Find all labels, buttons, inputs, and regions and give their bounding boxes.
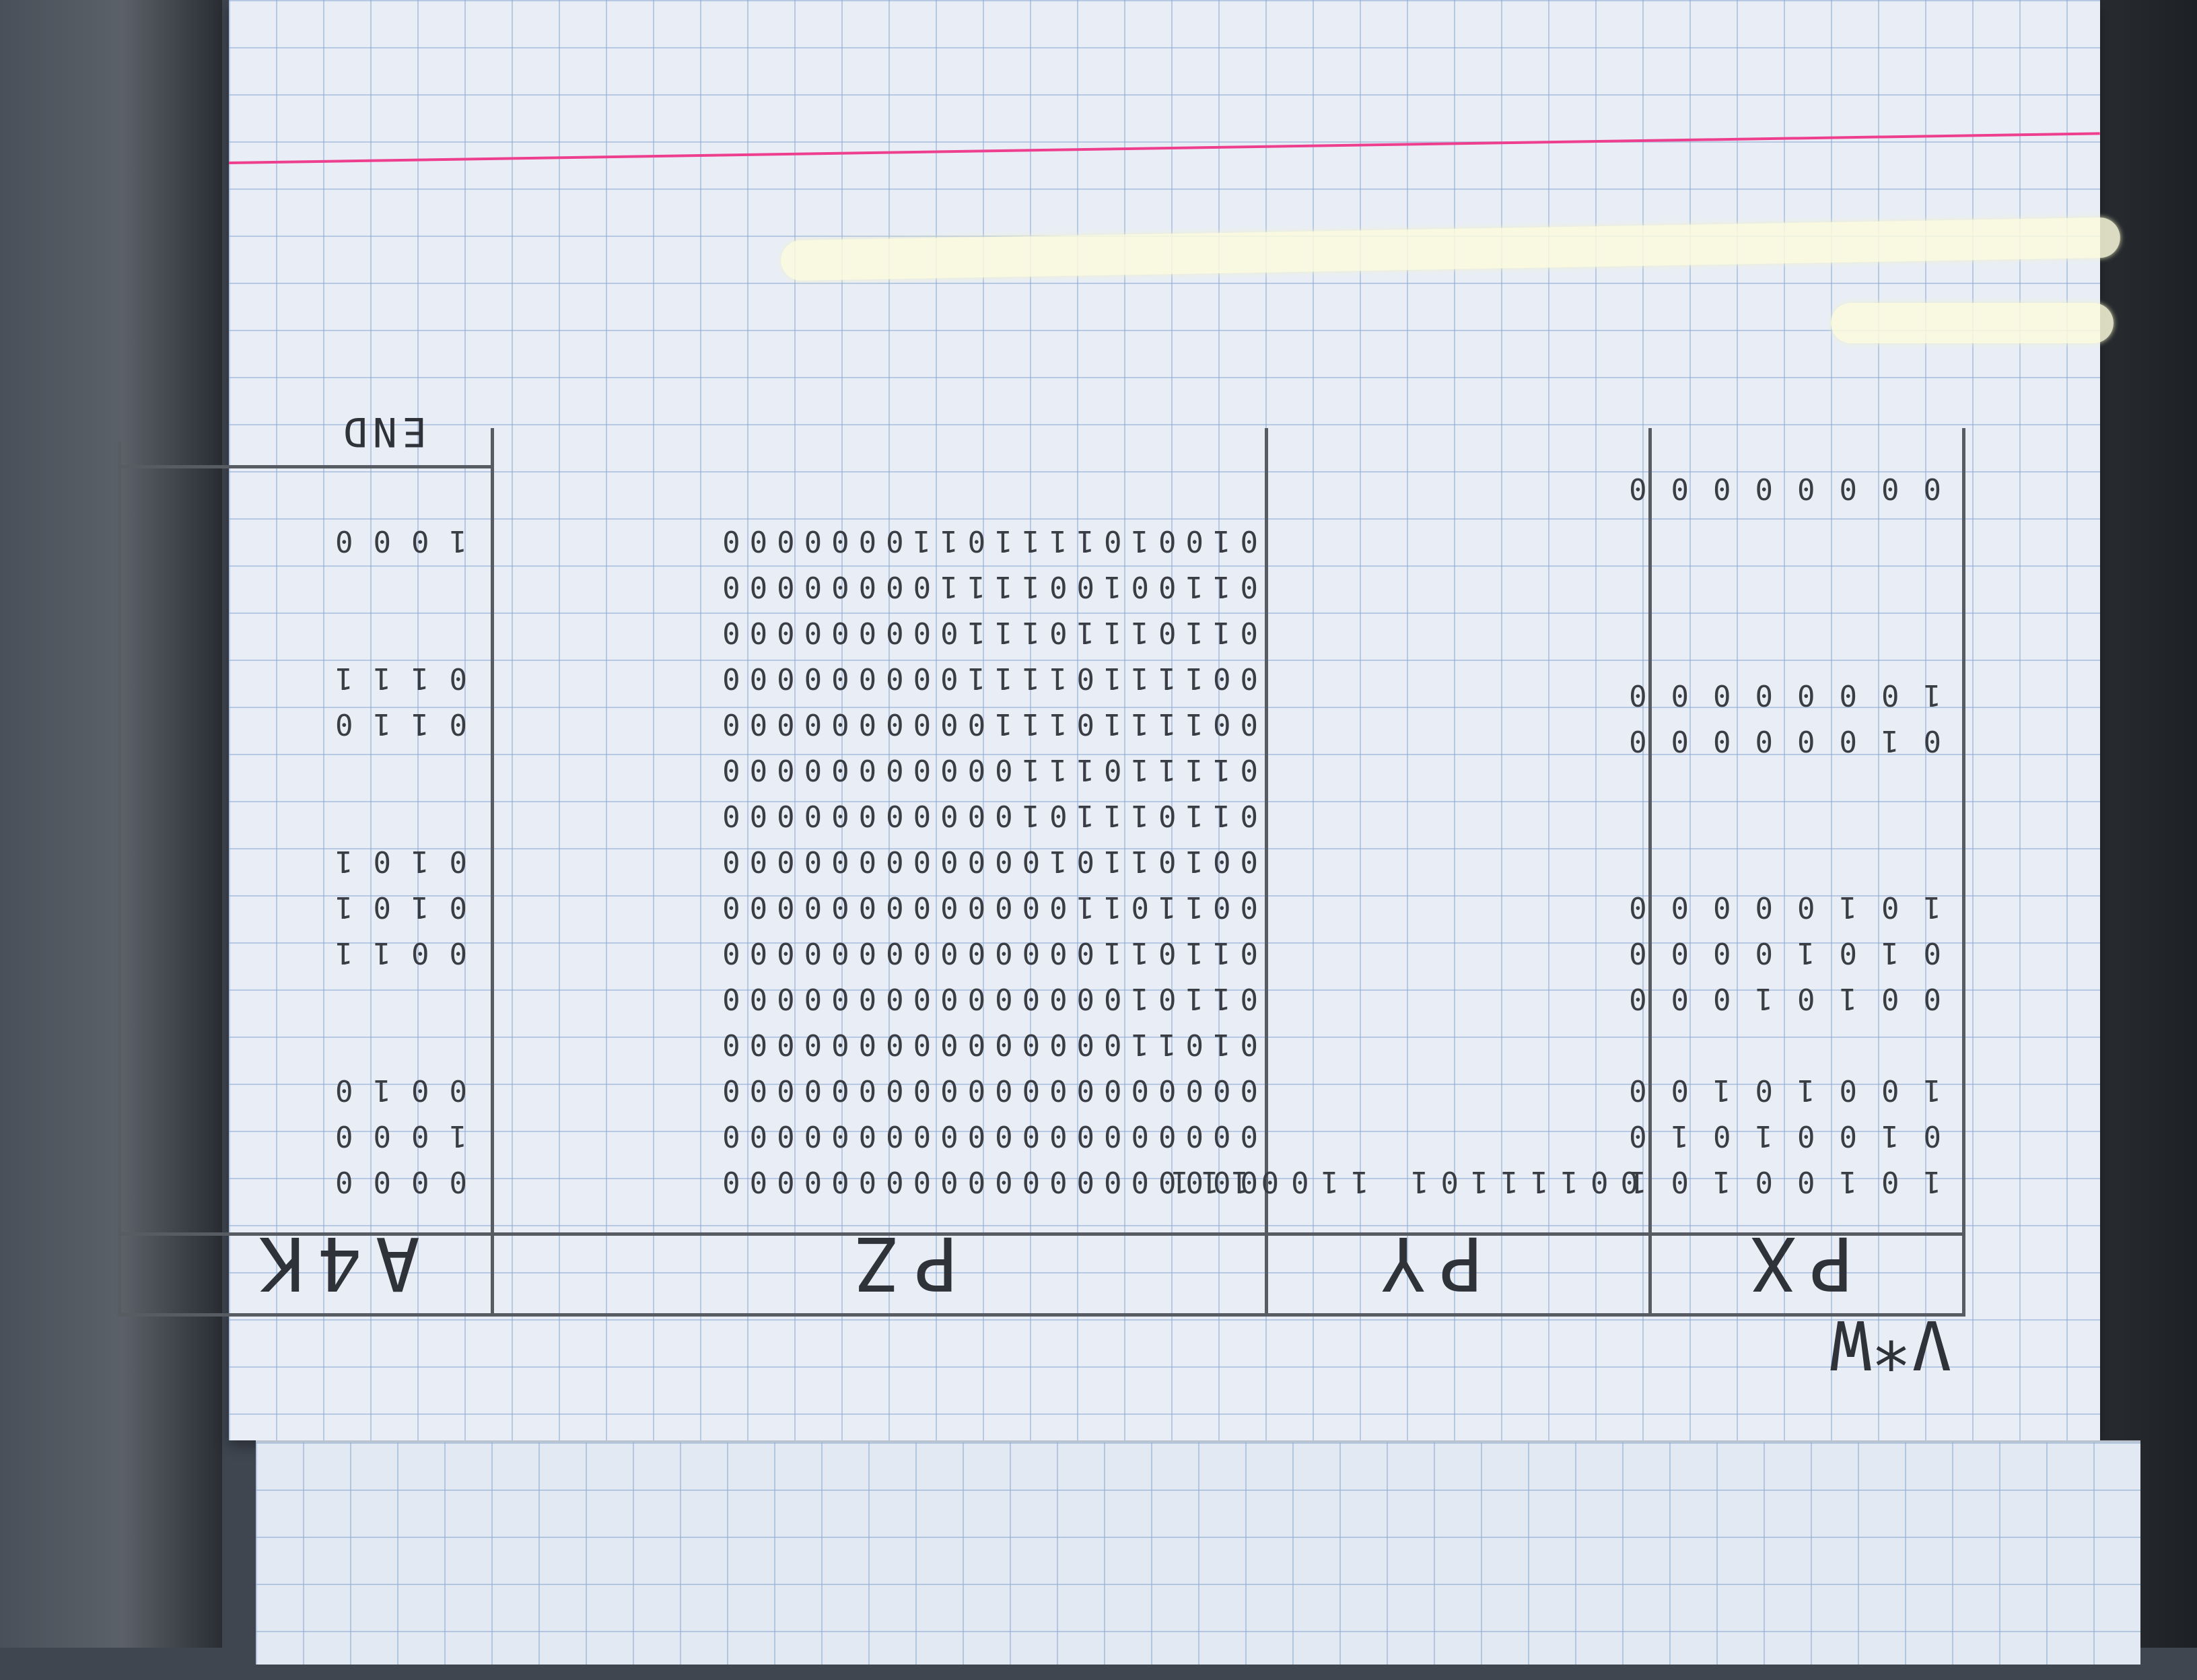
pz-row: 01100100111100000000 (713, 569, 1258, 604)
pz-row: 01101100000000000000 (713, 936, 1258, 970)
table-left-border (1962, 428, 1965, 1317)
a4k-row: 0101 (315, 844, 467, 878)
pz-a4k-divider (491, 428, 494, 1317)
a4k-row: 1000 (315, 1119, 467, 1153)
pz-row: 00000000000000000000 (713, 1073, 1258, 1107)
px-row: 00101000 (1605, 981, 1941, 1016)
px-row: 00000000 (1605, 471, 1941, 505)
pz-row: 00000000000000000000 (713, 1164, 1258, 1199)
pz-row: 01111011100000000000 (713, 753, 1258, 787)
a4k-row: 0011 (315, 936, 467, 970)
header-py: PY (1367, 1220, 1484, 1306)
header-px: PX (1737, 1220, 1854, 1306)
table-top-border (121, 1313, 1965, 1317)
a4k-row: 0010 (315, 1073, 467, 1107)
pz-row: 00111101111000000000 (713, 661, 1258, 695)
pz-row: 01101110111000000000 (713, 615, 1258, 650)
handwritten-table (0, 32, 2197, 1680)
pz-row: 01101000000000000000 (713, 981, 1258, 1016)
title-vw: V*W (1830, 1305, 1952, 1384)
pz-row: 00000000000000000000 (713, 1119, 1258, 1153)
px-row: 10000000 (1605, 678, 1941, 712)
header-a4k: A4K (246, 1220, 420, 1306)
py-row: 00111101 1100111 (1159, 1164, 1638, 1199)
pz-row: 01011000000000000000 (713, 1027, 1258, 1061)
a4k-row: 0110 (315, 707, 467, 741)
pz-row: 01101110100000000000 (713, 798, 1258, 833)
pz-row: 00110110000000000000 (713, 890, 1258, 924)
px-row: 10010100 (1605, 1073, 1941, 1107)
px-row: 01010000 (1605, 936, 1941, 970)
px-row: 01000000 (1605, 724, 1941, 758)
a4k-row: 0000 (315, 1164, 467, 1199)
pz-row: 01001011110110000000 (713, 524, 1258, 558)
pz-row: 00111101110000000000 (713, 707, 1258, 741)
px-row: 10100000 (1605, 890, 1941, 924)
pz-row: 00101101000000000000 (713, 844, 1258, 878)
px-row: 01001010 (1605, 1119, 1941, 1153)
end-label: END (337, 408, 427, 455)
a4k-bottom-line (121, 465, 494, 468)
a4k-row: 1000 (315, 524, 467, 558)
a4k-row: 0111 (315, 661, 467, 695)
a4k-row: 0101 (315, 890, 467, 924)
table-right-border (118, 442, 121, 1317)
header-pz: PZ (842, 1220, 958, 1306)
px-row: 10100101 (1605, 1164, 1941, 1199)
